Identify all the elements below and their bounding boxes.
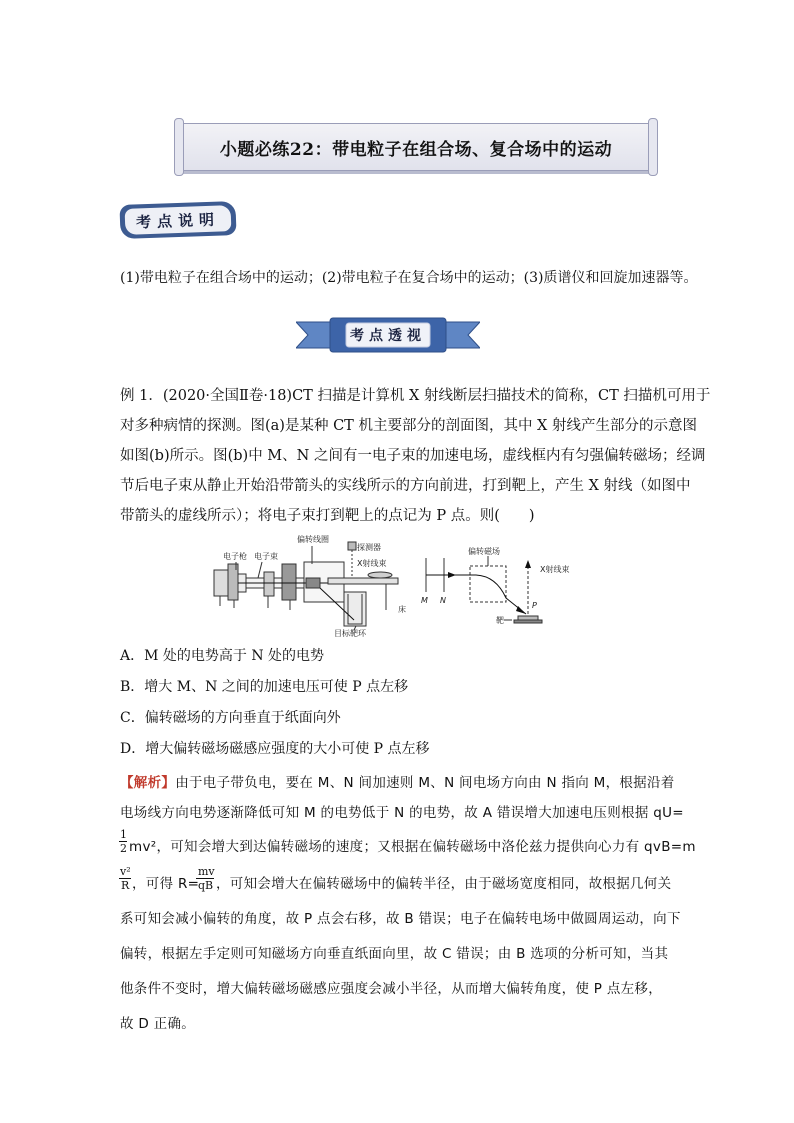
- example-line-3: 如图(b)所示。图(b)中 M、N 之间有一电子束的加速电场，虚线框内有匀强偏转磁场；经调: [120, 448, 706, 464]
- fig-a-ring-label: 目标靶环: [334, 629, 366, 638]
- analysis-line-5: 系可知会减小偏转的角度，故 P 点会右移，故 B 错误；电子在偏转电场中做圆周运动，向下: [120, 911, 681, 927]
- option-a: A．M 处的电势高于 N 处的电势: [120, 648, 325, 664]
- section-badge-insight: [296, 314, 480, 356]
- analysis-line-6: 偏转，根据左手定则可知磁场方向垂直纸面向里，故 C 错误；由 B 选项的分析可知，当其: [120, 946, 669, 962]
- fig-b-field-label: 偏转磁场: [468, 547, 500, 556]
- fig-a-bed-label: 床: [398, 605, 406, 614]
- example-line-4: 节后电子束从静止开始沿带箭头的实线所示的方向前进，打到靶上，产生 X 射线（如图中: [120, 478, 691, 494]
- section-badge-insight-label: 考点透视: [350, 328, 426, 344]
- fig-b-m-label: M: [421, 596, 428, 605]
- title-banner: [181, 123, 651, 171]
- frac-half-num: 1: [120, 828, 127, 841]
- fig-b-n-label: N: [440, 596, 446, 605]
- section1-text: (1)带电粒子在组合场中的运动；(2)带电粒子在复合场中的运动；(3)质谱仪和回旋加速器等。: [120, 270, 698, 286]
- analysis-line-1: 【解析】由于电子带负电，要在 M、N 间加速则 M、N 间电场方向由 N 指向 M，根据沿着: [120, 775, 675, 791]
- fig-a-detector-label: 探测器: [357, 543, 381, 552]
- option-d: D．增大偏转磁场磁感应强度的大小可使 P 点左移: [120, 741, 430, 757]
- page-title: 小题必练22：带电粒子在组合场、复合场中的运动: [219, 140, 613, 160]
- analysis-line-7: 他条件不变时，增大偏转磁场磁感应强度会减小半径，从而增大偏转角度，使 P 点左移，: [120, 981, 663, 997]
- analysis-line-8: 故 D 正确。: [120, 1016, 196, 1032]
- option-b: B．增大 M、N 之间的加速电压可使 P 点左移: [120, 679, 409, 695]
- analysis-tag: 【解析】: [120, 775, 176, 791]
- analysis-line-4a: ，可得 R=: [132, 876, 200, 892]
- frac-v2-den: R: [121, 879, 130, 892]
- fig-b-xray-label: X射线束: [540, 565, 570, 574]
- frac-half-den: 2: [120, 842, 127, 855]
- fig-b-target-label: 靶: [496, 616, 504, 625]
- fig-a-xray-label: X射线束: [357, 559, 387, 568]
- frac-r-den: qB: [198, 879, 214, 892]
- example-line-2: 对多种病情的探测。图(a)是某种 CT 机主要部分的剖面图，其中 X 射线产生部分的示意图: [120, 418, 697, 434]
- figure-b-schematic: [418, 548, 558, 628]
- fig-b-p-label: P: [532, 601, 537, 610]
- frac-r-num: mv: [198, 865, 215, 878]
- section-badge-explanation: [119, 201, 236, 239]
- option-c: C．偏转磁场的方向垂直于纸面向外: [120, 710, 341, 726]
- example-line-1: 例 1．(2020·全国Ⅱ卷·18)CT 扫描是计算机 X 射线断层扫描技术的简称，CT 扫描机可用于: [120, 388, 711, 404]
- frac-v2-num: v²: [120, 865, 131, 878]
- fig-a-gun-label: 电子枪: [223, 552, 247, 561]
- analysis-line-2: 电场线方向电势逐渐降低可知 M 的电势低于 N 的电势，故 A 错误增大加速电压则根据 qU=: [120, 805, 684, 821]
- analysis-line-4b: ，可知会增大在偏转磁场中的偏转半径，由于磁场宽度相同，故根据几何关: [216, 876, 672, 892]
- example-line-5: 带箭头的虚线所示）；将电子束打到靶上的点记为 P 点。则( ): [120, 508, 535, 524]
- section-badge-explanation-label: 考点说明: [125, 205, 232, 235]
- fig-a-beam-label: 电子束: [254, 552, 278, 561]
- analysis-line-3: mv²，可知会增大到达偏转磁场的速度；又根据在偏转磁场中洛伦兹力提供向心力有 qvB=m: [129, 839, 696, 855]
- fig-a-coil-label: 偏转线圈: [297, 535, 329, 544]
